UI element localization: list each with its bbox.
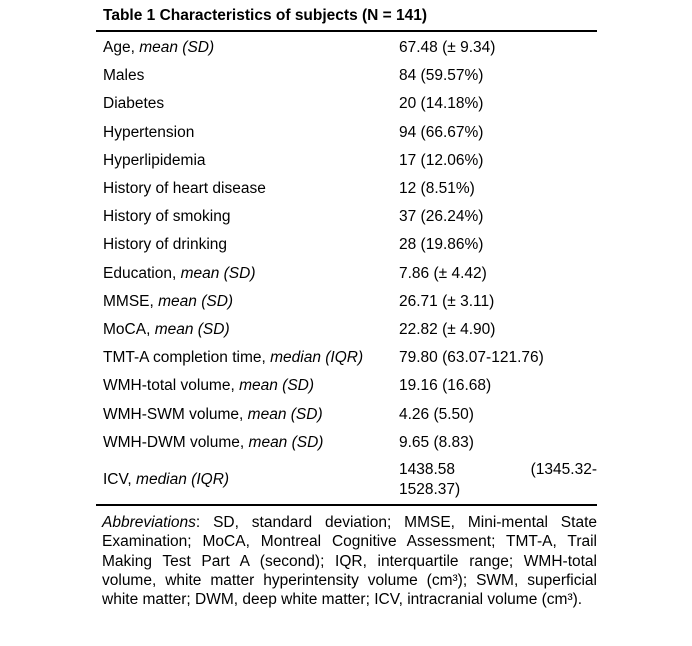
row-value: 20 (14.18%) <box>399 95 484 113</box>
footnote-text: : SD, standard deviation; MMSE, Mini-mental State Examination; MoCA, Montreal Cognitive Assessment; TMT-A, Trail Making Test Part A (second); IQR, interquartile range; WMH-total volume, white matter hyperintensity volume (cm³); SWM, superficial white matter; DWM, deep white matter; ICV, intracranial volume (cm³). <box>102 513 597 609</box>
row-value: 9.65 (8.83) <box>399 433 474 451</box>
row-value: 67.48 (± 9.34) <box>399 39 496 57</box>
row-value: 22.82 (± 4.90) <box>399 320 496 338</box>
row-label-stat: mean (SD) <box>139 39 215 57</box>
table-body <box>96 32 597 504</box>
table-row <box>96 231 597 259</box>
row-value: 84 (59.57%) <box>399 67 484 85</box>
row-label-stat: mean (SD) <box>239 377 315 395</box>
table-row <box>96 203 597 231</box>
row-label <box>96 208 399 226</box>
row-label-text: WMH-total volume, <box>103 377 240 395</box>
row-label <box>96 471 399 489</box>
row-value <box>399 460 597 500</box>
row-value: 19.16 (16.68) <box>399 377 492 395</box>
row-value: 79.80 (63.07-121.76) <box>399 349 544 367</box>
table-row <box>96 316 597 344</box>
row-label-stat: median (IQR) <box>136 471 230 489</box>
icv-value-median: 1438.58 <box>399 461 456 479</box>
row-label <box>96 124 399 142</box>
table-row <box>96 372 597 400</box>
table-row <box>96 260 597 288</box>
footnote-lead-word: Abbreviations <box>102 513 196 531</box>
table-row <box>96 344 597 372</box>
row-label-text: TMT-A completion time, <box>103 349 271 367</box>
row-label-text: Education, <box>103 264 181 282</box>
row-label-text: ICV, <box>103 471 137 489</box>
row-label-text: History of heart disease <box>103 180 266 198</box>
table-row <box>96 147 597 175</box>
table-row <box>96 288 597 316</box>
icv-value-iqr-start: (1345.32- <box>530 461 597 479</box>
row-label-stat: median (IQR) <box>270 349 364 367</box>
row-label-stat: mean (SD) <box>180 264 256 282</box>
row-label <box>96 95 399 113</box>
table-title: Table 1 Characteristics of subjects (N = 141) <box>103 7 428 24</box>
table-row <box>96 175 597 203</box>
row-label <box>96 180 399 198</box>
row-value: 28 (19.86%) <box>399 236 484 254</box>
row-label-text: Age, <box>103 39 140 57</box>
table-row-icv <box>96 457 597 504</box>
row-label <box>96 377 399 395</box>
row-label-text: WMH-DWM volume, <box>103 433 249 451</box>
row-value: 37 (26.24%) <box>399 208 484 226</box>
row-label <box>96 349 399 367</box>
row-value: 4.26 (5.50) <box>399 405 474 423</box>
row-value: 12 (8.51%) <box>399 180 475 198</box>
row-label-text: History of drinking <box>103 236 228 254</box>
row-label-text: MMSE, <box>103 292 159 310</box>
row-label-stat: mean (SD) <box>248 433 324 451</box>
row-value: 94 (66.67%) <box>399 123 484 141</box>
row-value: 7.86 (± 4.42) <box>399 264 487 282</box>
row-label-text: History of smoking <box>103 208 231 226</box>
row-label <box>96 265 399 283</box>
table-row <box>96 90 597 118</box>
row-label-stat: mean (SD) <box>247 405 323 423</box>
table-row <box>96 34 597 62</box>
row-label <box>96 67 399 85</box>
row-label-text: WMH-SWM volume, <box>103 405 248 423</box>
table-row <box>96 400 597 428</box>
row-label <box>96 434 399 452</box>
icv-value-line1 <box>399 460 597 480</box>
row-label <box>96 406 399 424</box>
row-label <box>96 293 399 311</box>
table-row <box>96 119 597 147</box>
row-value: 26.71 (± 3.11) <box>399 292 495 310</box>
row-label <box>96 236 399 254</box>
row-value: 17 (12.06%) <box>399 151 484 169</box>
table-row <box>96 62 597 90</box>
row-label-stat: mean (SD) <box>158 292 234 310</box>
row-label-text: Diabetes <box>103 95 165 113</box>
icv-value-line2: 1528.37) <box>399 481 461 499</box>
row-label <box>96 152 399 170</box>
table-row <box>96 429 597 457</box>
footnote <box>96 513 597 610</box>
row-label <box>96 39 399 57</box>
characteristics-table <box>96 2 597 610</box>
row-label-stat: mean (SD) <box>154 320 230 338</box>
row-label-text: Males <box>103 67 145 85</box>
table-bottom-rule <box>96 504 597 506</box>
row-label-text: Hyperlipidemia <box>103 151 206 169</box>
row-label <box>96 321 399 339</box>
row-label-text: MoCA, <box>103 320 155 338</box>
row-label-text: Hypertension <box>103 123 195 141</box>
